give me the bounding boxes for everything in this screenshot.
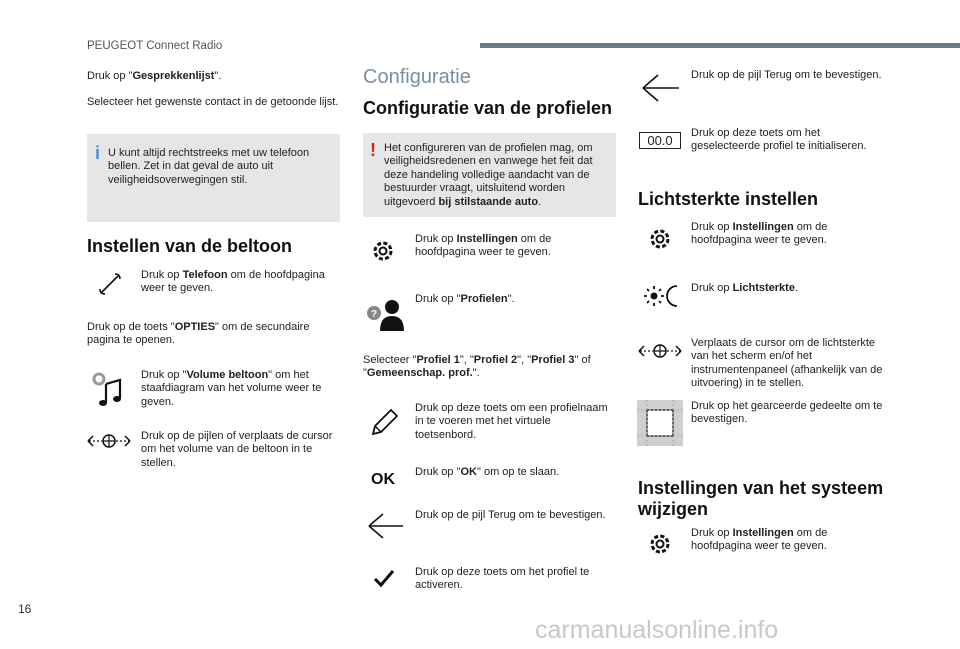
col3-s5: Verplaats de cursor om de lichtsterkte van het scherm en/of het instrumentenpaneel (afhankelijk van de uitvoering) in te stellen. bbox=[691, 337, 883, 390]
col3-s1: Druk op de pijl Terug om te bevestigen. bbox=[691, 69, 882, 81]
back-arrow-icon bbox=[367, 512, 405, 540]
col3-s7: Druk op Instellingen om de hoofdpagina weer te geven. bbox=[691, 527, 828, 553]
info-text: U kunt altijd rechtstreeks met uw telefoon bellen. Zet in dat geval de auto uit veiligheidsoverwegingen stil. bbox=[108, 147, 310, 186]
page-number: 16 bbox=[18, 602, 32, 616]
section-heading-profiles: Configuratie van de profielen bbox=[363, 98, 613, 118]
info-icon: i bbox=[95, 143, 101, 163]
col1-p1: Druk op "Gesprekkenlijst". bbox=[87, 70, 222, 82]
warning-text: Het configureren van de profielen mag, om veiligheidsredenen en vanwege het feit dat deze handeling volledige aandacht van de bestuurder vraagt, uitsluitend worden uitgevoerd bij stilstaande auto. bbox=[384, 142, 593, 208]
header-title: PEUGEOT Connect Radio bbox=[87, 40, 223, 52]
phone-icon bbox=[98, 272, 122, 296]
warning-box bbox=[363, 133, 616, 217]
volume-settings-icon bbox=[90, 370, 130, 410]
reset-profile-icon: 00.0 bbox=[639, 132, 681, 149]
settings-gear-icon-2 bbox=[647, 226, 673, 252]
col1-p3: Druk op de toets "OPTIES" om de secundaire pagina te openen. bbox=[87, 321, 310, 347]
info-box bbox=[87, 134, 340, 222]
settings-gear-icon bbox=[370, 238, 396, 264]
header-bar bbox=[480, 43, 960, 48]
page-title: Configuratie bbox=[363, 66, 471, 88]
col3-s3: Druk op Instellingen om de hoofdpagina weer te geven. bbox=[691, 221, 828, 247]
watermark: carmanualsonline.info bbox=[535, 616, 779, 644]
col1-s1: Druk op Telefoon om de hoofdpagina weer te geven. bbox=[141, 269, 325, 295]
profile-user-icon bbox=[366, 297, 406, 333]
svg-text:?: ? bbox=[370, 309, 378, 320]
col3-s2: Druk op deze toets om het geselecteerde profiel te initialiseren. bbox=[691, 127, 867, 153]
col1-s2: Druk op "Volume beltoon" om het staafdiagram van het volume weer te geven. bbox=[141, 369, 322, 408]
brightness-icon bbox=[643, 282, 683, 310]
slider-cursor-icon bbox=[87, 430, 131, 452]
col1-p2: Selecteer het gewenste contact in de getoonde lijst. bbox=[87, 96, 339, 108]
warning-icon: ! bbox=[370, 140, 376, 160]
back-arrow-icon-2 bbox=[641, 72, 681, 104]
hatched-area-icon bbox=[637, 400, 683, 446]
slider-cursor-icon-2 bbox=[638, 340, 682, 362]
section-heading-brightness: Lichtsterkte instellen bbox=[638, 189, 819, 209]
section-heading-system: Instellingen van het systeem wijzigen bbox=[638, 478, 884, 519]
col2-s1: Druk op Instellingen om de hoofdpagina weer te geven. bbox=[415, 233, 552, 259]
settings-gear-icon-3 bbox=[647, 531, 673, 557]
col2-s6: Druk op deze toets om het profiel te activeren. bbox=[415, 566, 590, 592]
col3-s4: Druk op Lichtsterkte. bbox=[691, 282, 798, 294]
section-heading-ringtone: Instellen van de beltoon bbox=[87, 236, 293, 256]
ok-icon: OK bbox=[371, 471, 395, 488]
col2-s3: Druk op deze toets om een profielnaam in te voeren met het virtuele toetsenbord. bbox=[415, 402, 608, 441]
col2-p1: Selecteer "Profiel 1", "Profiel 2", "Profiel 3" of "Gemeenschap. prof.". bbox=[363, 354, 591, 380]
edit-pencil-icon bbox=[369, 406, 401, 438]
checkmark-icon bbox=[373, 568, 395, 588]
col2-s4: Druk op "OK" om op te slaan. bbox=[415, 466, 560, 478]
col1-s3: Druk op de pijlen of verplaats de cursor om het volume van de beltoon in te stellen. bbox=[141, 430, 333, 469]
col2-s5: Druk op de pijl Terug om te bevestigen. bbox=[415, 509, 606, 521]
col2-s2: Druk op "Profielen". bbox=[415, 293, 515, 305]
col3-s6: Druk op het gearceerde gedeelte om te bevestigen. bbox=[691, 400, 883, 426]
